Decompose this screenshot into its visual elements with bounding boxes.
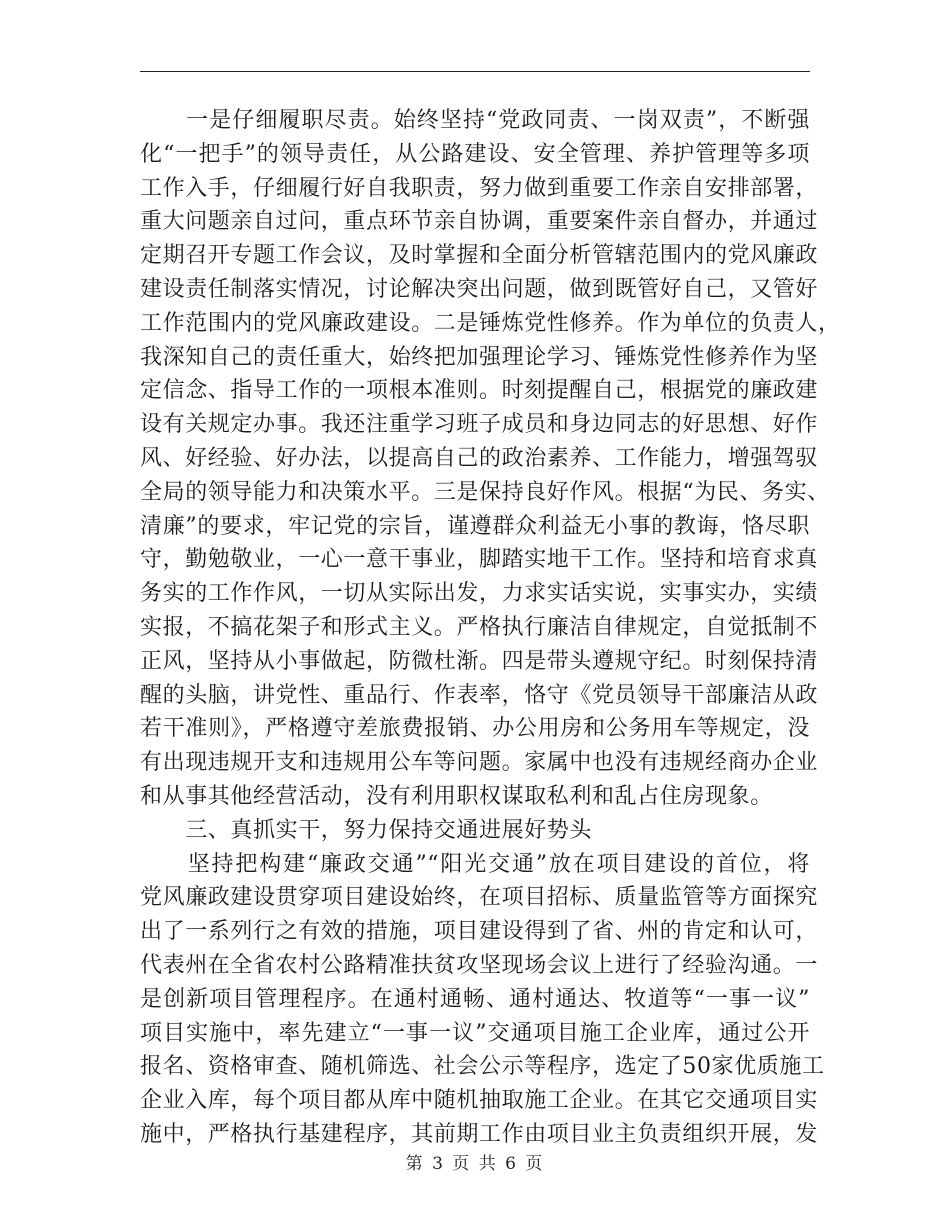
body-line: 出了一系列行之有效的措施，项目建设得到了省、州的肯定和认可， bbox=[140, 919, 819, 945]
body-line: 和从事其他经营活动，没有利用职权谋取私利和乱占住房现象。 bbox=[140, 783, 773, 809]
body-line: 有出现违规开支和违规用公车等问题。家属中也没有违规经商办企业 bbox=[140, 750, 819, 776]
body-line: 实报，不搞花架子和形式主义。严格执行廉洁自律规定，自觉抵制不 bbox=[140, 614, 819, 640]
body-line: 全局的领导能力和决策水平。三是保持良好作风。根据“为民、务实、 bbox=[140, 479, 830, 505]
body-line: 清廉”的要求，牢记党的宗旨，谨遵群众利益无小事的教诲，恪尽职 bbox=[140, 513, 810, 539]
body-line: 若干准则》，严格遵守差旅费报销、办公用房和公务用车等规定，没 bbox=[140, 716, 810, 742]
body-line: 是创新项目管理程序。在通村通畅、通村通达、牧道等“一事一议” bbox=[140, 986, 810, 1012]
page-number: 第 3 页 共 6 页 bbox=[405, 1154, 545, 1174]
body-line: 一是仔细履职尽责。始终坚持“党政同责、一岗双责”，不断强 bbox=[140, 108, 810, 133]
body-line: 施中，严格执行基建程序，其前期工作由项目业主负责组织开展，发 bbox=[140, 1121, 819, 1147]
section-heading: 三、真抓实干，努力保持交通进展好势头 bbox=[140, 817, 593, 843]
body-line: 务实的工作作风，一切从实际出发，力求实话实说，实事实办，实绩 bbox=[140, 581, 819, 607]
body-line: 醒的头脑，讲党性、重品行、作表率，恪守《党员领导干部廉洁从政 bbox=[140, 682, 819, 708]
body-line: 坚持把构建“廉政交通”“阳光交通”放在项目建设的首位，将 bbox=[140, 851, 810, 877]
body-line: 定期召开专题工作会议，及时掌握和全面分析管辖范围内的党风廉政 bbox=[140, 243, 819, 269]
body-line: 设有关规定办事。我还注重学习班子成员和身边同志的好思想、好作 bbox=[140, 412, 819, 438]
body-line: 项目实施中，率先建立“一事一议”交通项目施工企业库，通过公开 bbox=[140, 1020, 810, 1046]
body-line: 工作范围内的党风廉政建设。二是锤炼党性修养。作为单位的负责人， bbox=[140, 310, 841, 336]
body-line: 守，勤勉敬业，一心一意干事业，脚踏实地干工作。坚持和培育求真 bbox=[140, 547, 819, 573]
body-line: 定信念、指导工作的一项根本准则。时刻提醒自己，根据党的廉政建 bbox=[140, 378, 819, 404]
header-rule bbox=[140, 71, 810, 72]
body-line: 党风廉政建设贯穿项目建设始终，在项目招标、质量监管等方面探究 bbox=[140, 885, 819, 911]
body-line: 风、好经验、好办法，以提高自己的政治素养、工作能力，增强驾驭 bbox=[140, 445, 819, 471]
body-line: 化“一把手”的领导责任，从公路建设、安全管理、养护管理等多项 bbox=[140, 141, 810, 167]
body-line: 建设责任制落实情况，讨论解决突出问题，做到既管好自己，又管好 bbox=[140, 276, 819, 302]
body-line: 工作入手，仔细履行好自我职责，努力做到重要工作亲自安排部署， bbox=[140, 175, 819, 201]
page-footer bbox=[0, 1152, 950, 1176]
document-body bbox=[140, 104, 841, 1152]
body-line: 重大问题亲自过问，重点环节亲自协调，重要案件亲自督办，并通过 bbox=[140, 209, 819, 235]
body-line: 代表州在全省农村公路精准扶贫攻坚现场会议上进行了经验沟通。一 bbox=[140, 952, 819, 978]
body-line: 企业入库，每个项目都从库中随机抽取施工企业。在其它交通项目实 bbox=[140, 1088, 819, 1114]
body-line: 报名、资格审查、随机筛选、社会公示等程序，选定了50家优质施工 bbox=[140, 1054, 825, 1080]
body-line: 正风，坚持从小事做起，防微杜渐。四是带头遵规守纪。时刻保持清 bbox=[140, 648, 819, 674]
body-line: 我深知自己的责任重大，始终把加强理论学习、锤炼党性修养作为坚 bbox=[140, 344, 819, 370]
